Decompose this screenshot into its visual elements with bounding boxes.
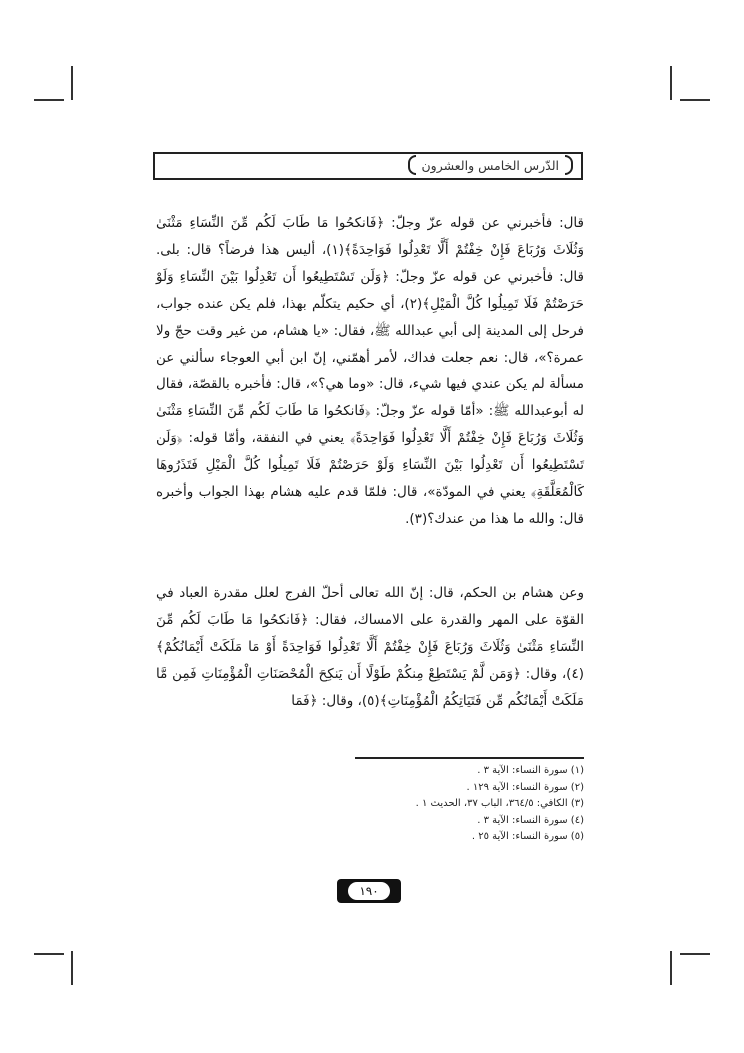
page-number: ١٩٠ (348, 882, 390, 900)
footnote: (١) سورة النساء: الآية ٣ . (477, 765, 584, 776)
footnote: (٤) سورة النساء: الآية ٣ . (477, 814, 584, 826)
footnote: (٢) سورة النساء: الآية ١٢٩ . (466, 781, 584, 793)
crop-mark (34, 99, 64, 101)
crop-mark (680, 99, 710, 101)
footnote: (٥) سورة النساء: الآية ٢٥ . (471, 831, 584, 843)
crop-mark (670, 66, 672, 100)
footnotes-list (344, 763, 584, 846)
crop-mark (670, 951, 672, 985)
crop-mark (71, 951, 73, 985)
page-number-badge (337, 879, 401, 903)
footnote: (٣) الكافي: ٣٦٤/٥، الباب ٣٧، الحديث ١ . (415, 798, 584, 810)
body-paragraph: وعن هشام بن الحكم، قال: إنّ الله تعالى أحلّ الفرج لعلل مقدرة العباد في القوّة على المهر والقدرة على الامساك، فقال: ﴿فَانكحُوا مَا طَابَ لَكُم مِّنَ النِّسَاءِ مَثْنَىٰ وَثُلَاثَ وَرُبَاعَ فَإِنْ خِفْتُمْ أَلَّا تَعْدِلُوا فَوَاحِدَةً أَوْ مَا مَلَكَتْ أَيْمَانُكُمْ﴾(٤)، وقال: ﴿وَمَن لَّمْ يَسْتَطِعْ مِنكُمْ طَوْلًا أَن يَنكِحَ الْمُحْصَنَاتِ الْمُؤْمِنَاتِ فَمِن مَّا مَلَكَتْ أَيْمَانُكُم مِّن فَتَيَاتِكُمُ الْمُؤْمِنَاتِ﴾(٥)، وقال: ﴿فَمَا (156, 585, 584, 709)
running-header (153, 152, 583, 180)
footnote-divider (355, 757, 584, 759)
header-title: الدّرس الخامس والعشرون (408, 154, 574, 178)
body-paragraph: قال: فأخبرني عن قوله عزّ وجلّ: ﴿فَانكحُوا مَا طَابَ لَكُم مِّنَ النِّسَاءِ مَثْنَىٰ وَثُلَاثَ وَرُبَاعَ فَإِنْ خِفْتُمْ أَلَّا تَعْدِلُوا فَوَاحِدَةً﴾(١)، أليس هذا فرضاً؟ قال: بلى. قال: فأخبرني عن قوله عزّ وجلّ: ﴿وَلَن تَسْتَطِيعُوا أَن تَعْدِلُوا بَيْنَ النِّسَاءِ وَلَوْ حَرَصْتُمْ فَلَا تَمِيلُوا كُلَّ الْمَيْلِ﴾(٢)، أي حكيم يتكلّم بهذا، فلم يكن عنده جواب، فرحل إلى المدينة إلى أبي عبدالله ﷺ، فقال: «يا هشام، من غير وقت حجّ ولا عمرة؟»، قال: نعم جعلت فداك، لأمر أهمّني، إنّ ابن أبي العوجاء سألني عن مسألة لم يكن عندي فيها شيء، قال: «وما هي؟»، قال: فأخبره بالقصّة، فقال له أبوعبدالله ﷺ: «أمّا قوله عزّ وجلّ: ﴿فَانكحُوا مَا طَابَ لَكُم مِّنَ النِّسَاءِ مَثْنَىٰ وَثُلَاثَ وَرُبَاعَ فَإِنْ خِفْتُمْ أَلَّا تَعْدِلُوا فَوَاحِدَةً﴾ يعني في النفقة، وأمّا قوله: ﴿وَلَن تَسْتَطِيعُوا أَن تَعْدِلُوا بَيْنَ النِّسَاءِ وَلَوْ حَرَصْتُمْ فَلَا تَمِيلُوا كُلَّ الْمَيْلِ فَتَذَرُوهَا كَالْمُعَلَّقَةِ﴾ يعني في المودّة»، قال: فلمّا قدم عليه هشام بهذا الجواب وأخبره قال: والله ما هذا من عندك؟(٣). (156, 215, 584, 527)
crop-mark (34, 953, 64, 955)
crop-mark (71, 66, 73, 100)
crop-mark (680, 953, 710, 955)
